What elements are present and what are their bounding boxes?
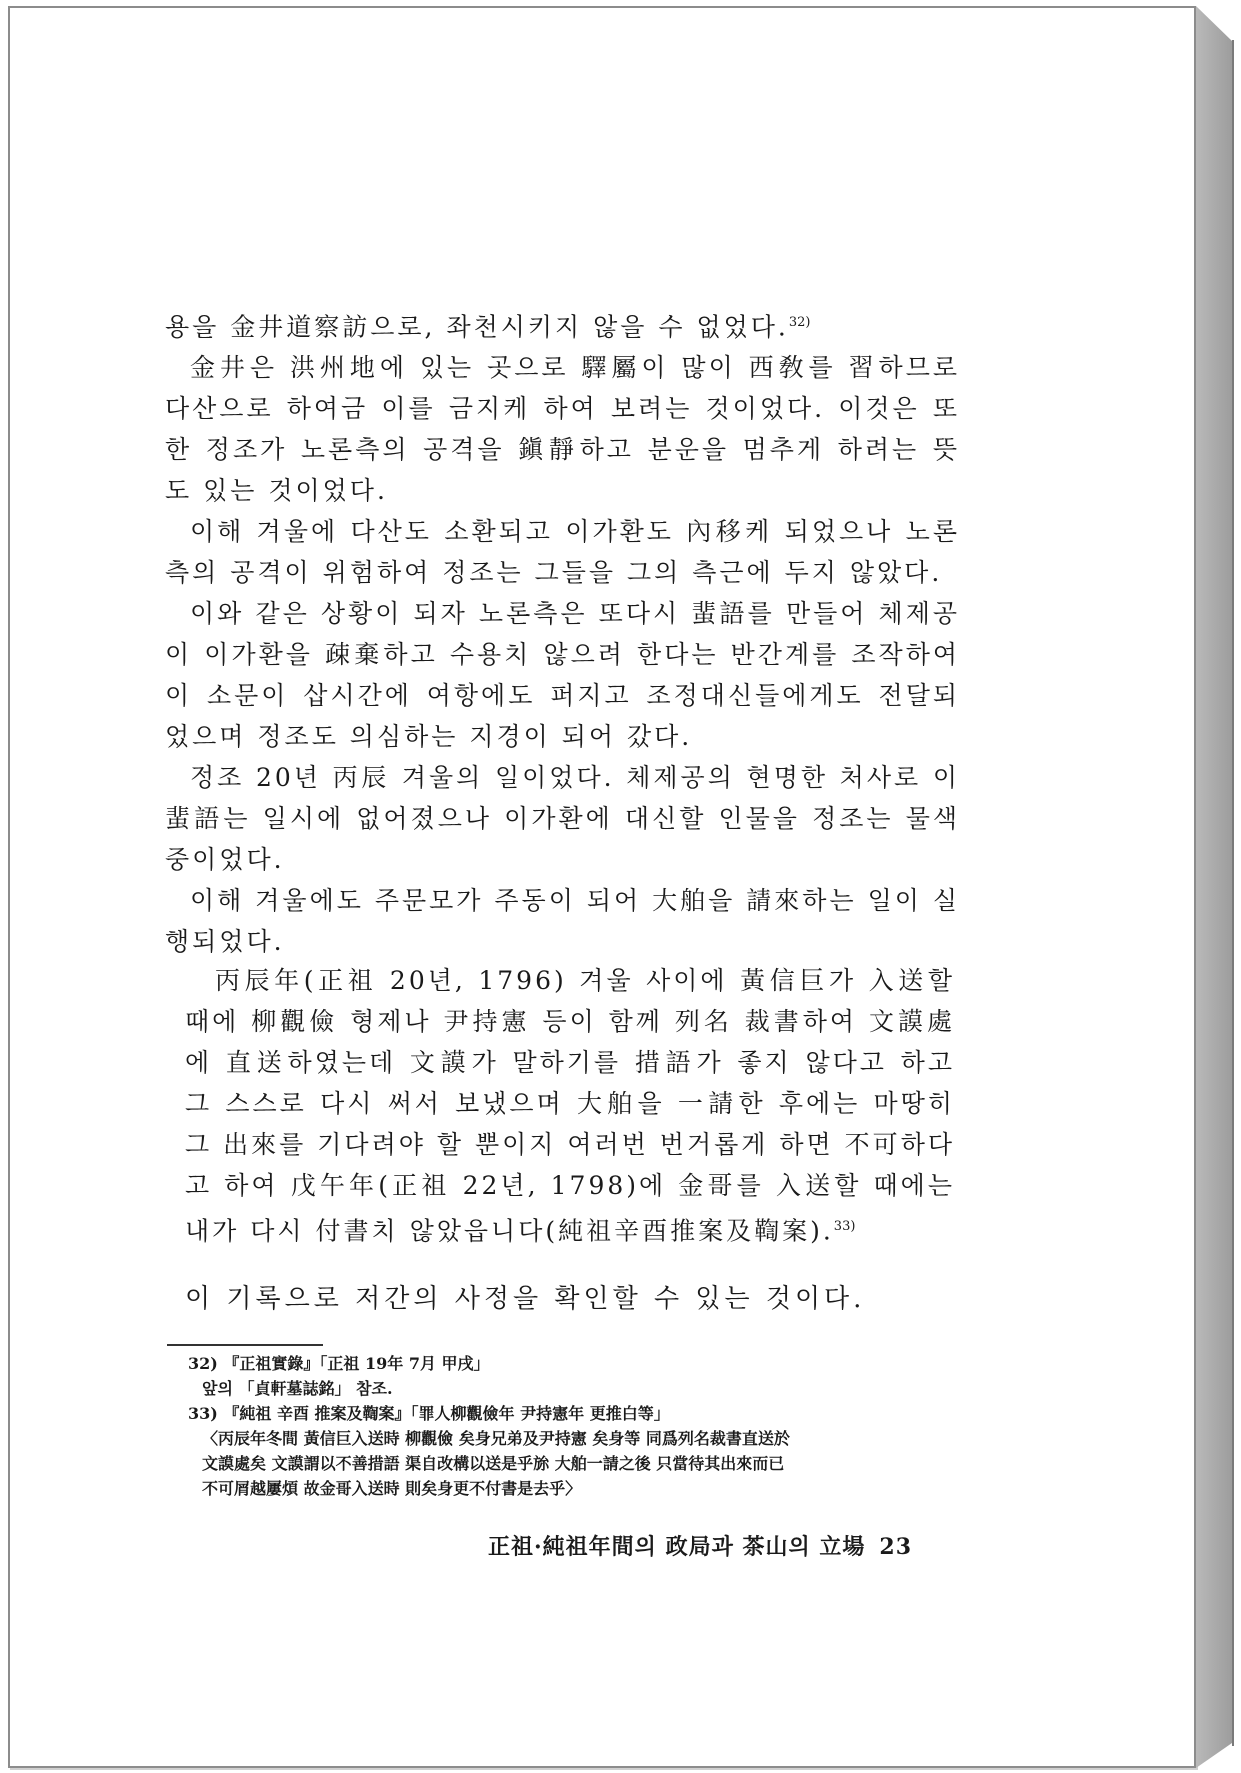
- footnote-ref: 32): [788, 315, 811, 330]
- footnotes: [188, 1351, 978, 1501]
- body-text: [165, 302, 960, 962]
- summary-sentence: 이 기록으로 저간의 사정을 확인할 수 있는 것이다.: [185, 1284, 866, 1314]
- footnote-line: 앞의 「貞軒墓誌銘」 참조.: [202, 1379, 393, 1398]
- footnote-line: 〈丙辰年冬間 黃信巨入送時 柳觀儉 矣身兄弟及尹持憲 矣身等 同爲列名裁書直送於: [202, 1429, 790, 1448]
- footnote-line: 33) 『純祖 辛酉 推案及鞫案』「罪人柳觀儉年 尹持憲年 更推白等」: [188, 1404, 670, 1423]
- running-head: [488, 1530, 938, 1561]
- running-head-title: 正祖·純祖年間의 政局과 茶山의 立場: [488, 1534, 866, 1560]
- block-quote: [185, 960, 955, 1251]
- footnote-line: 32) 『正祖實錄』「正祖 19年 7月 甲戌」: [188, 1354, 490, 1373]
- footnote-divider: [167, 1344, 323, 1346]
- paragraph: 정조 20년 丙辰 겨울의 일이었다. 체제공의 현명한 처사로 이 蜚語는 일시에 없어졌으나 이가환에 대신할 인물을 정조는 물색중이었다.: [165, 763, 960, 875]
- paragraph: 용을 金井道察訪으로, 좌천시키지 않을 수 없었다.$^{32)}$: [165, 312, 811, 342]
- footnote-line: 不可屑越屢煩 故金哥入送時 則矣身更不付書是去乎〉: [202, 1479, 582, 1498]
- footnote-line: 文謨處矣 文謨謂以不善措語 渠自改構以送是乎旀 大舶一請之後 只當待其出來而已: [202, 1454, 785, 1473]
- paragraph: 金井은 洪州地에 있는 곳으로 驛屬이 많이 西敎를 習하므로 다산으로 하여금 이를 금지케 하여 보려는 것이었다. 이것은 또한 정조가 노론측의 공격을 鎭靜하고 분운을 멈추게 하려는 뜻도 있는 것이었다.: [165, 353, 960, 506]
- footnote-ref: 33): [833, 1219, 856, 1234]
- paragraph: 이해 겨울에도 주문모가 주동이 되어 大舶을 請來하는 일이 실행되었다.: [165, 886, 960, 957]
- paragraph: 이와 같은 상황이 되자 노론측은 또다시 蜚語를 만들어 체제공이 이가환을 疎棄하고 수용치 않으려 한다는 반간계를 조작하여 이 소문이 삽시간에 여항에도 퍼지고 조정대신들에게도 전달되었으며 정조도 의심하는 지경이 되어 갔다.: [165, 599, 960, 752]
- page-edge-line: [1232, 40, 1234, 1746]
- paragraph: 이해 겨울에 다산도 소환되고 이가환도 內移케 되었으나 노론측의 공격이 위험하여 정조는 그들을 그의 측근에 두지 않았다.: [165, 517, 960, 588]
- page-edge: [1196, 6, 1232, 1768]
- page-number: 23: [879, 1534, 913, 1560]
- quote-text: 丙辰年(正祖 20년, 1796) 겨울 사이에 黃信巨가 入送할 때에 柳觀儉 형제나 尹持憲 등이 함께 列名 裁書하여 文謨處에 直送하였는데 文謨가 말하기를 措語가 좋지 않다고 하고 그 스스로 다시 써서 보냈으며 大舶을 一請한 후에는 마땅히 그 出來를 기다려야 할 뿐이지 여러번 번거롭게 하면 不可하다고 하여 戊午年(正祖 22년, 1798)에 金哥를 入送할 때에는 내가 다시 付書치 않았읍니다(純祖辛酉推案及鞫案).$^{33)}$: [185, 966, 955, 1246]
